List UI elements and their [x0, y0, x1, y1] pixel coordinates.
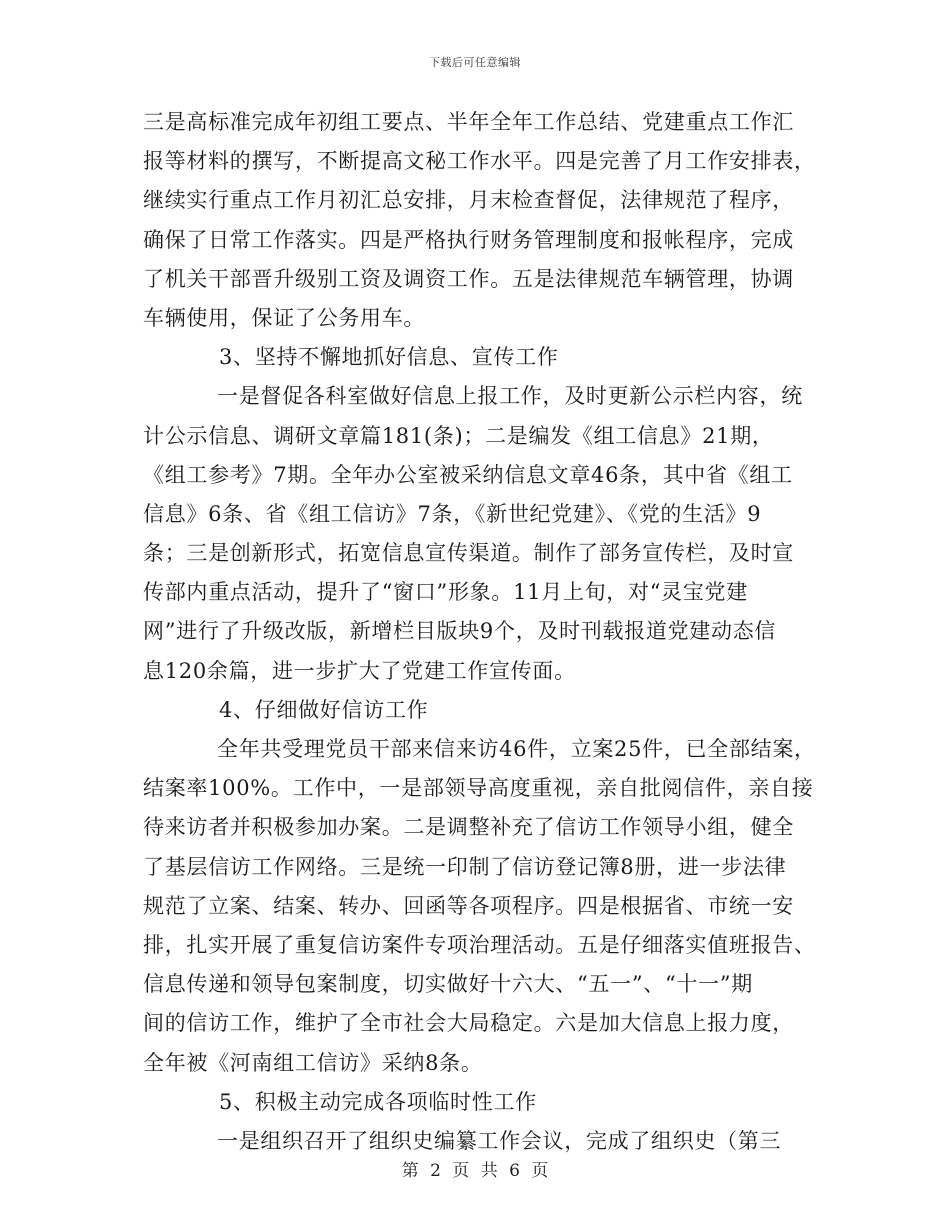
body-line: 了机关干部晋升级别工资及调资工作。五是法律规范车辆管理，协调 — [143, 266, 794, 291]
body-line: 报等材料的撰写，不断提高文秘工作水平。四是完善了月工作安排表， — [143, 149, 816, 174]
paragraph-first-line: 全年共受理党员干部来信来访46件，立案25件，已全部结案， — [217, 737, 816, 761]
paragraph-first-line: 一是组织召开了组织史编纂工作会议，完成了组织史（第三 — [217, 1128, 782, 1153]
page-header: 下载后可任意编辑 — [429, 56, 521, 69]
body-line: 网”进行了升级改版，新增栏目版块9个，及时刊载报道党建动态信 — [143, 619, 777, 644]
body-line: 信息》6条、省《组工信访》7条，《新世纪党建》、《党的生活》9 — [143, 501, 762, 526]
section-heading: 4、仔细做好信访工作 — [219, 697, 429, 722]
body-line: 结案率100%。工作中，一是部领导高度重视，亲自批阅信件，亲自接 — [143, 776, 814, 801]
body-line: 了基层信访工作网络。三是统一印制了信访登记簿8册，进一步法律 — [143, 854, 787, 879]
body-line: 规范了立案、结案、转办、回函等各项程序。四是根据省、市统一安 — [143, 893, 794, 918]
body-line: 待来访者并积极参加办案。二是调整补充了信访工作领导小组，健全 — [143, 815, 794, 840]
body-line: 《组工参考》7期。全年办公室被采纳信息文章46条，其中省《组工 — [143, 462, 793, 487]
document-body — [143, 103, 823, 1161]
body-line: 继续实行重点工作月初汇总安排，月末检查督促，法律规范了程序， — [143, 188, 794, 213]
body-line: 全年被《河南组工信访》采纳8条。 — [143, 1050, 483, 1075]
page-number-footer: 第 2 页 共 6 页 — [401, 1161, 549, 1181]
paragraph-first-line: 一是督促各科室做好信息上报工作，及时更新公示栏内容，统 — [217, 384, 803, 409]
body-line: 排，扎实开展了重复信访案件专项治理活动。五是仔细落实值班报告、 — [143, 932, 816, 957]
body-line: 间的信访工作，维护了全市社会大局稳定。六是加大信息上报力度， — [143, 1011, 794, 1036]
body-line: 计公示信息、调研文章篇181(条)；二是编发《组工信息》21期， — [143, 423, 774, 448]
body-line: 车辆使用，保证了公务用车。 — [143, 305, 426, 330]
body-line: 信息传递和领导包案制度，切实做好十六大、“五一”、“十一”期 — [143, 972, 753, 997]
body-line: 传部内重点活动，提升了“窗口”形象。11月上旬，对“灵宝党建 — [143, 580, 748, 605]
section-heading: 5、积极主动完成各项临时性工作 — [219, 1089, 537, 1114]
body-line: 条；三是创新形式，拓宽信息宣传渠道。制作了部务宣传栏，及时宣 — [143, 541, 794, 566]
body-line: 三是高标准完成年初组工要点、半年全年工作总结、党建重点工作汇 — [143, 110, 794, 134]
body-line: 确保了日常工作落实。四是严格执行财务管理制度和报帐程序，完成 — [143, 227, 794, 252]
body-line: 息120余篇，进一步扩大了党建工作宣传面。 — [143, 658, 576, 683]
section-heading: 3、坚持不懈地抓好信息、宣传工作 — [219, 345, 559, 370]
